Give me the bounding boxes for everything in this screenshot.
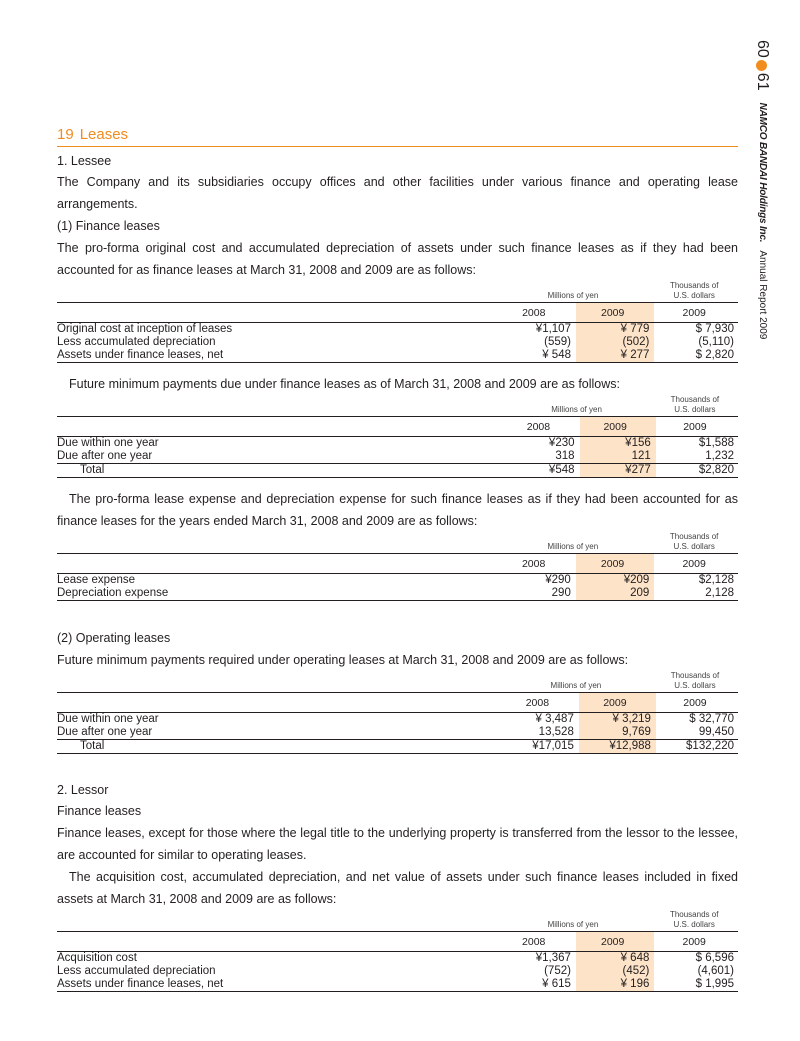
value-2008: ¥ 548 bbox=[542, 349, 571, 361]
year-2009-usd: 2009 bbox=[682, 307, 706, 319]
year-2009-yen: 2009 bbox=[576, 303, 654, 323]
value-2009-yen: ¥ 277 bbox=[576, 349, 654, 363]
lease-expense-text: The pro-forma lease expense and depreciation expense for such finance leases as if they had been accounted for as finance leases for the years ended March 31, 2008 and 2009 are as follows: bbox=[57, 492, 738, 528]
value-2009-usd: $ 2,820 bbox=[695, 349, 734, 361]
year-header-row bbox=[57, 554, 738, 574]
unit-yen: Millions of yen bbox=[550, 681, 602, 690]
value-2008: ¥ 615 bbox=[542, 978, 571, 990]
section-title bbox=[57, 125, 738, 147]
table-row bbox=[57, 587, 738, 601]
value-2008: ¥ 3,487 bbox=[535, 713, 574, 725]
value-2008: (752) bbox=[544, 965, 571, 977]
value-2009-usd: 1,232 bbox=[705, 450, 734, 462]
year-2009-usd: 2009 bbox=[683, 421, 707, 433]
table-row bbox=[57, 349, 738, 363]
table-row bbox=[57, 978, 738, 992]
table-row bbox=[57, 323, 738, 337]
value-2008: ¥17,015 bbox=[501, 740, 579, 754]
table-finance-minimum-payments bbox=[57, 395, 738, 478]
page-number-left: 60 bbox=[754, 40, 771, 58]
year-header-row bbox=[57, 693, 738, 713]
row-label: Acquisition cost bbox=[57, 952, 137, 964]
unit-usd: Thousands of U.S. dollars bbox=[669, 532, 719, 551]
value-2009-usd: (4,601) bbox=[697, 965, 734, 977]
row-label: Lease expense bbox=[57, 574, 136, 586]
lessee-intro: The Company and its subsidiaries occupy offices and other facilities under various finance and operating lease arrangements. bbox=[57, 175, 738, 211]
year-2009-yen: 2009 bbox=[576, 554, 654, 574]
value-2008: 13,528 bbox=[538, 726, 574, 738]
value-2009-usd: $ 6,596 bbox=[695, 952, 734, 964]
section-name: Leases bbox=[79, 126, 129, 143]
value-2009-usd: $2,128 bbox=[698, 574, 734, 586]
table-row bbox=[57, 740, 738, 754]
lessor-finance-heading: Finance leases bbox=[57, 804, 142, 818]
row-label: Due within one year bbox=[57, 437, 159, 449]
value-2009-usd: $1,588 bbox=[698, 437, 734, 449]
value-2008: ¥1,107 bbox=[535, 323, 571, 335]
unit-header-row bbox=[57, 281, 738, 303]
value-2009-yen: ¥ 779 bbox=[576, 323, 654, 337]
year-2009-usd: 2009 bbox=[682, 558, 706, 570]
section-number: 19 bbox=[57, 126, 74, 143]
minimum-payments-text: Future minimum payments due under finance leases as of March 31, 2008 and 2009 are as follows: bbox=[69, 377, 621, 391]
unit-yen: Millions of yen bbox=[547, 291, 599, 300]
year-2008: 2008 bbox=[522, 307, 546, 319]
table-row bbox=[57, 726, 738, 740]
unit-yen: Millions of yen bbox=[547, 542, 599, 551]
table-row bbox=[57, 952, 738, 966]
value-2008: (559) bbox=[544, 336, 571, 348]
value-2008: ¥230 bbox=[548, 437, 575, 449]
operating-leases-heading: (2) Operating leases bbox=[57, 631, 171, 645]
page-number-right: 61 bbox=[754, 72, 771, 91]
year-2008: 2008 bbox=[525, 697, 550, 709]
table-lessor-acquisition bbox=[57, 910, 738, 992]
year-2009-usd: 2009 bbox=[682, 936, 706, 948]
table-lease-expense bbox=[57, 532, 738, 601]
acquisition-cost-text: The acquisition cost, accumulated depreciation, and net value of assets under such finance leases included in fixed assets at March 31, 2008 and 2009 are as follows: bbox=[57, 870, 738, 906]
lessor-heading: 2. Lessor bbox=[57, 783, 109, 797]
lessee-heading: 1. Lessee bbox=[57, 154, 112, 168]
table-row bbox=[57, 336, 738, 349]
unit-yen: Millions of yen bbox=[551, 405, 602, 414]
year-header-row bbox=[57, 932, 738, 952]
value-2009-yen: ¥ 648 bbox=[576, 952, 654, 966]
row-label: Original cost at inception of leases bbox=[57, 323, 233, 335]
value-2009-yen: 209 bbox=[576, 587, 654, 601]
table-row bbox=[57, 965, 738, 978]
value-2009-yen: (452) bbox=[576, 965, 654, 978]
unit-usd: Thousands of U.S. dollars bbox=[669, 281, 719, 300]
value-2009-yen: ¥156 bbox=[580, 437, 656, 451]
value-2009-yen: ¥ 196 bbox=[576, 978, 654, 992]
value-2009-usd: $ 7,930 bbox=[695, 323, 734, 335]
value-2009-yen: ¥277 bbox=[580, 464, 656, 478]
operating-leases-text: Future minimum payments required under operating leases at March 31, 2008 and 2009 are as follows: bbox=[57, 653, 629, 667]
value-2008: ¥548 bbox=[502, 464, 579, 478]
unit-header-row bbox=[57, 671, 738, 693]
value-2009-usd: $ 1,995 bbox=[695, 978, 734, 990]
report-title: Annual Report 2009 bbox=[757, 250, 768, 340]
row-label: Depreciation expense bbox=[57, 587, 169, 599]
row-label: Due within one year bbox=[57, 713, 159, 725]
year-2008: 2008 bbox=[521, 558, 546, 570]
row-label: Total bbox=[57, 464, 502, 478]
year-header-row bbox=[57, 417, 738, 437]
row-label: Total bbox=[57, 740, 501, 754]
value-2009-usd: 99,450 bbox=[698, 726, 734, 738]
table-row bbox=[57, 437, 738, 451]
value-2009-usd: $ 32,770 bbox=[689, 713, 734, 725]
page-side-header bbox=[754, 40, 770, 339]
unit-yen: Millions of yen bbox=[547, 920, 599, 929]
year-2008: 2008 bbox=[526, 421, 551, 433]
row-label: Assets under finance leases, net bbox=[57, 978, 224, 990]
row-label: Due after one year bbox=[57, 450, 153, 462]
table-row bbox=[57, 713, 738, 727]
row-label: Less accumulated depreciation bbox=[57, 336, 216, 348]
unit-header-row bbox=[57, 532, 738, 554]
row-label: Less accumulated depreciation bbox=[57, 965, 216, 977]
table-row bbox=[57, 464, 738, 478]
table-operating-leases bbox=[57, 671, 738, 754]
unit-usd: Thousands of U.S. dollars bbox=[670, 395, 720, 414]
unit-usd: Thousands of U.S. dollars bbox=[670, 671, 720, 690]
row-label: Assets under finance leases, net bbox=[57, 349, 224, 361]
unit-header-row bbox=[57, 395, 738, 417]
value-2009-yen: 121 bbox=[580, 450, 656, 464]
table-finance-cost bbox=[57, 281, 738, 363]
company-name: NAMCO BANDAI Holdings Inc. bbox=[757, 102, 768, 243]
lessor-finance-text: Finance leases, except for those where the legal title to the underlying property is transferred from the lessor to the lessee, are accounted for similar to operating leases. bbox=[57, 826, 738, 862]
unit-header-row bbox=[57, 910, 738, 932]
value-2009-usd: (5,110) bbox=[698, 336, 734, 348]
year-2009-yen: 2009 bbox=[580, 417, 656, 437]
value-2009-yen: ¥ 3,219 bbox=[579, 713, 656, 727]
value-2009-yen: (502) bbox=[576, 336, 654, 349]
main-content bbox=[57, 125, 738, 1002]
finance-leases-heading: (1) Finance leases bbox=[57, 219, 160, 233]
finance-leases-text: The pro-forma original cost and accumulated depreciation of assets under such finance leases as if they had been accounted for as finance leases at March 31, 2008 and 2009 are as follows: bbox=[57, 241, 738, 277]
value-2008: 290 bbox=[551, 587, 571, 599]
value-2008: ¥290 bbox=[545, 574, 571, 586]
unit-usd: Thousands of U.S. dollars bbox=[669, 910, 719, 929]
row-label: Due after one year bbox=[57, 726, 153, 738]
year-2009-yen: 2009 bbox=[576, 932, 654, 952]
value-2009-yen: 9,769 bbox=[579, 726, 656, 740]
year-2008: 2008 bbox=[522, 936, 546, 948]
value-2009-usd: $2,820 bbox=[656, 464, 738, 478]
value-2009-yen: ¥209 bbox=[576, 574, 654, 588]
year-2009-yen: 2009 bbox=[579, 693, 656, 713]
table-row bbox=[57, 450, 738, 464]
value-2008: 318 bbox=[555, 450, 575, 462]
orange-dot-icon bbox=[757, 60, 768, 71]
value-2008: ¥1,367 bbox=[535, 952, 571, 964]
value-2009-usd: 2,128 bbox=[705, 587, 734, 599]
year-header-row bbox=[57, 303, 738, 323]
value-2009-yen: ¥12,988 bbox=[579, 740, 656, 754]
value-2009-usd: $132,220 bbox=[656, 740, 738, 754]
table-row bbox=[57, 574, 738, 588]
year-2009-usd: 2009 bbox=[683, 697, 707, 709]
